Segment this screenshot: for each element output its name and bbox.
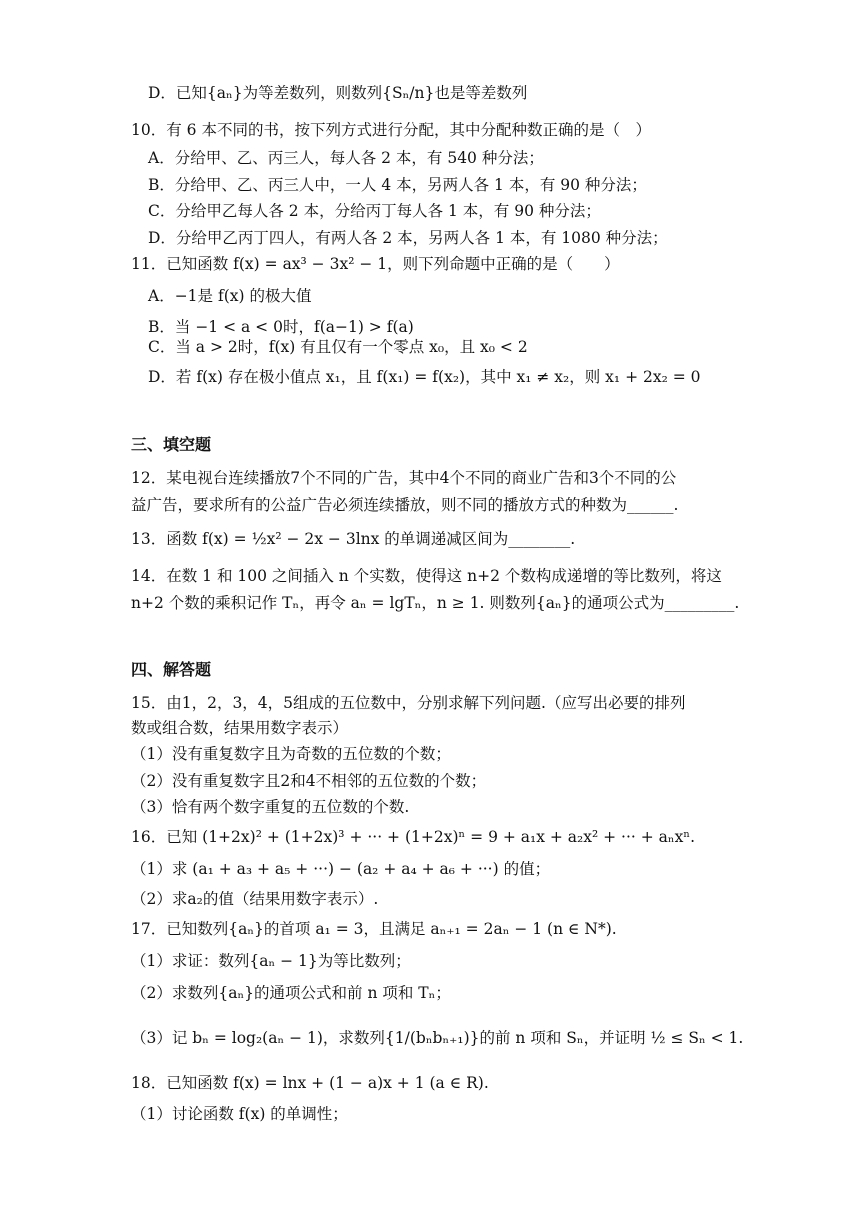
q16-part-1: （1）求 (a₁ + a₃ + a₅ + ···) − (a₂ + a₄ + a₆ + ···) 的值；: [131, 860, 551, 878]
q15-part-1: （1）没有重复数字且为奇数的五位数的个数；: [131, 745, 451, 763]
section-heading-fill-in: 三、填空题: [131, 435, 212, 454]
question-12-line1: 12．某电视台连续播放7个不同的广告，其中4个不同的商业广告和3个不同的公: [131, 469, 677, 487]
question-13: 13．函数 f(x) = ½x² − 2x − 3lnx 的单调递减区间为________.: [131, 530, 576, 548]
question-10: 10．有 6 本不同的书，按下列方式进行分配，其中分配种数正确的是（ ）: [131, 121, 651, 139]
question-15-line2: 数或组合数，结果用数字表示）: [131, 719, 349, 737]
question-12-line2: 益广告，要求所有的公益广告必须连续播放，则不同的播放方式的种数为______.: [131, 496, 679, 514]
question-18: 18．已知函数 f(x) = lnx + (1 − a)x + 1 (a ∈ R).: [131, 1074, 489, 1092]
q9-option-d: D．已知{aₙ}为等差数列，则数列{Sₙ/n}也是等差数列: [148, 84, 528, 102]
question-16: 16．已知 (1+2x)² + (1+2x)³ + ··· + (1+2x)ⁿ = 9 + a₁x + a₂x² + ··· + aₙxⁿ.: [131, 828, 696, 846]
q11-option-b: B．当 −1 < a < 0时，f(a−1) > f(a): [148, 318, 414, 336]
q10-option-d: D．分给甲乙丙丁四人，有两人各 2 本，另两人各 1 本，有 1080 种分法；: [148, 229, 668, 247]
q10-option-a: A．分给甲、乙、丙三人，每人各 2 本，有 540 种分法；: [148, 149, 544, 167]
question-17: 17．已知数列{aₙ}的首项 a₁ = 3，且满足 aₙ₊₁ = 2aₙ − 1 (n ∈ N*).: [131, 920, 617, 938]
q10-option-c: C．分给甲乙每人各 2 本，分给丙丁每人各 1 本，有 90 种分法；: [148, 202, 601, 220]
q11-option-a: A．−1是 f(x) 的极大值: [148, 287, 312, 305]
q16-part-2: （2）求a₂的值（结果用数字表示）.: [131, 890, 379, 908]
question-14-line1: 14．在数 1 和 100 之间插入 n 个实数，使得这 n+2 个数构成递增的等比数列，将这: [131, 567, 722, 585]
q17-part-2: （2）求数列{aₙ}的通项公式和前 n 项和 Tₙ；: [131, 984, 451, 1002]
q10-option-b: B．分给甲、乙、丙三人中，一人 4 本，另两人各 1 本，有 90 种分法；: [148, 176, 647, 194]
q18-part-1: （1）讨论函数 f(x) 的单调性；: [131, 1105, 348, 1123]
q17-part-3: （3）记 bₙ = log₂(aₙ − 1)，求数列{1/(bₙbₙ₊₁)}的前 n 项和 Sₙ，并证明 ½ ≤ Sₙ < 1.: [131, 1029, 744, 1047]
q15-part-2: （2）没有重复数字且2和4不相邻的五位数的个数；: [131, 772, 487, 790]
q11-option-c: C．当 a > 2时，f(x) 有且仅有一个零点 x₀，且 x₀ < 2: [148, 338, 528, 356]
question-14-line2: n+2 个数的乘积记作 Tₙ，再令 aₙ = lgTₙ，n ≥ 1. 则数列{aₙ}的通项公式为_________.: [131, 594, 740, 612]
q11-option-d: D．若 f(x) 存在极小值点 x₁，且 f(x₁) = f(x₂)，其中 x₁ ≠ x₂，则 x₁ + 2x₂ = 0: [148, 368, 701, 386]
question-15-line1: 15．由1，2，3，4，5组成的五位数中，分别求解下列问题.（应写出必要的排列: [131, 694, 686, 712]
q15-part-3: （3）恰有两个数字重复的五位数的个数.: [131, 798, 410, 816]
question-11: 11．已知函数 f(x) = ax³ − 3x² − 1，则下列命题中正确的是（ ）: [131, 255, 620, 273]
q17-part-1: （1）求证：数列{aₙ − 1}为等比数列；: [131, 952, 411, 970]
section-heading-answers: 四、解答题: [131, 660, 212, 679]
